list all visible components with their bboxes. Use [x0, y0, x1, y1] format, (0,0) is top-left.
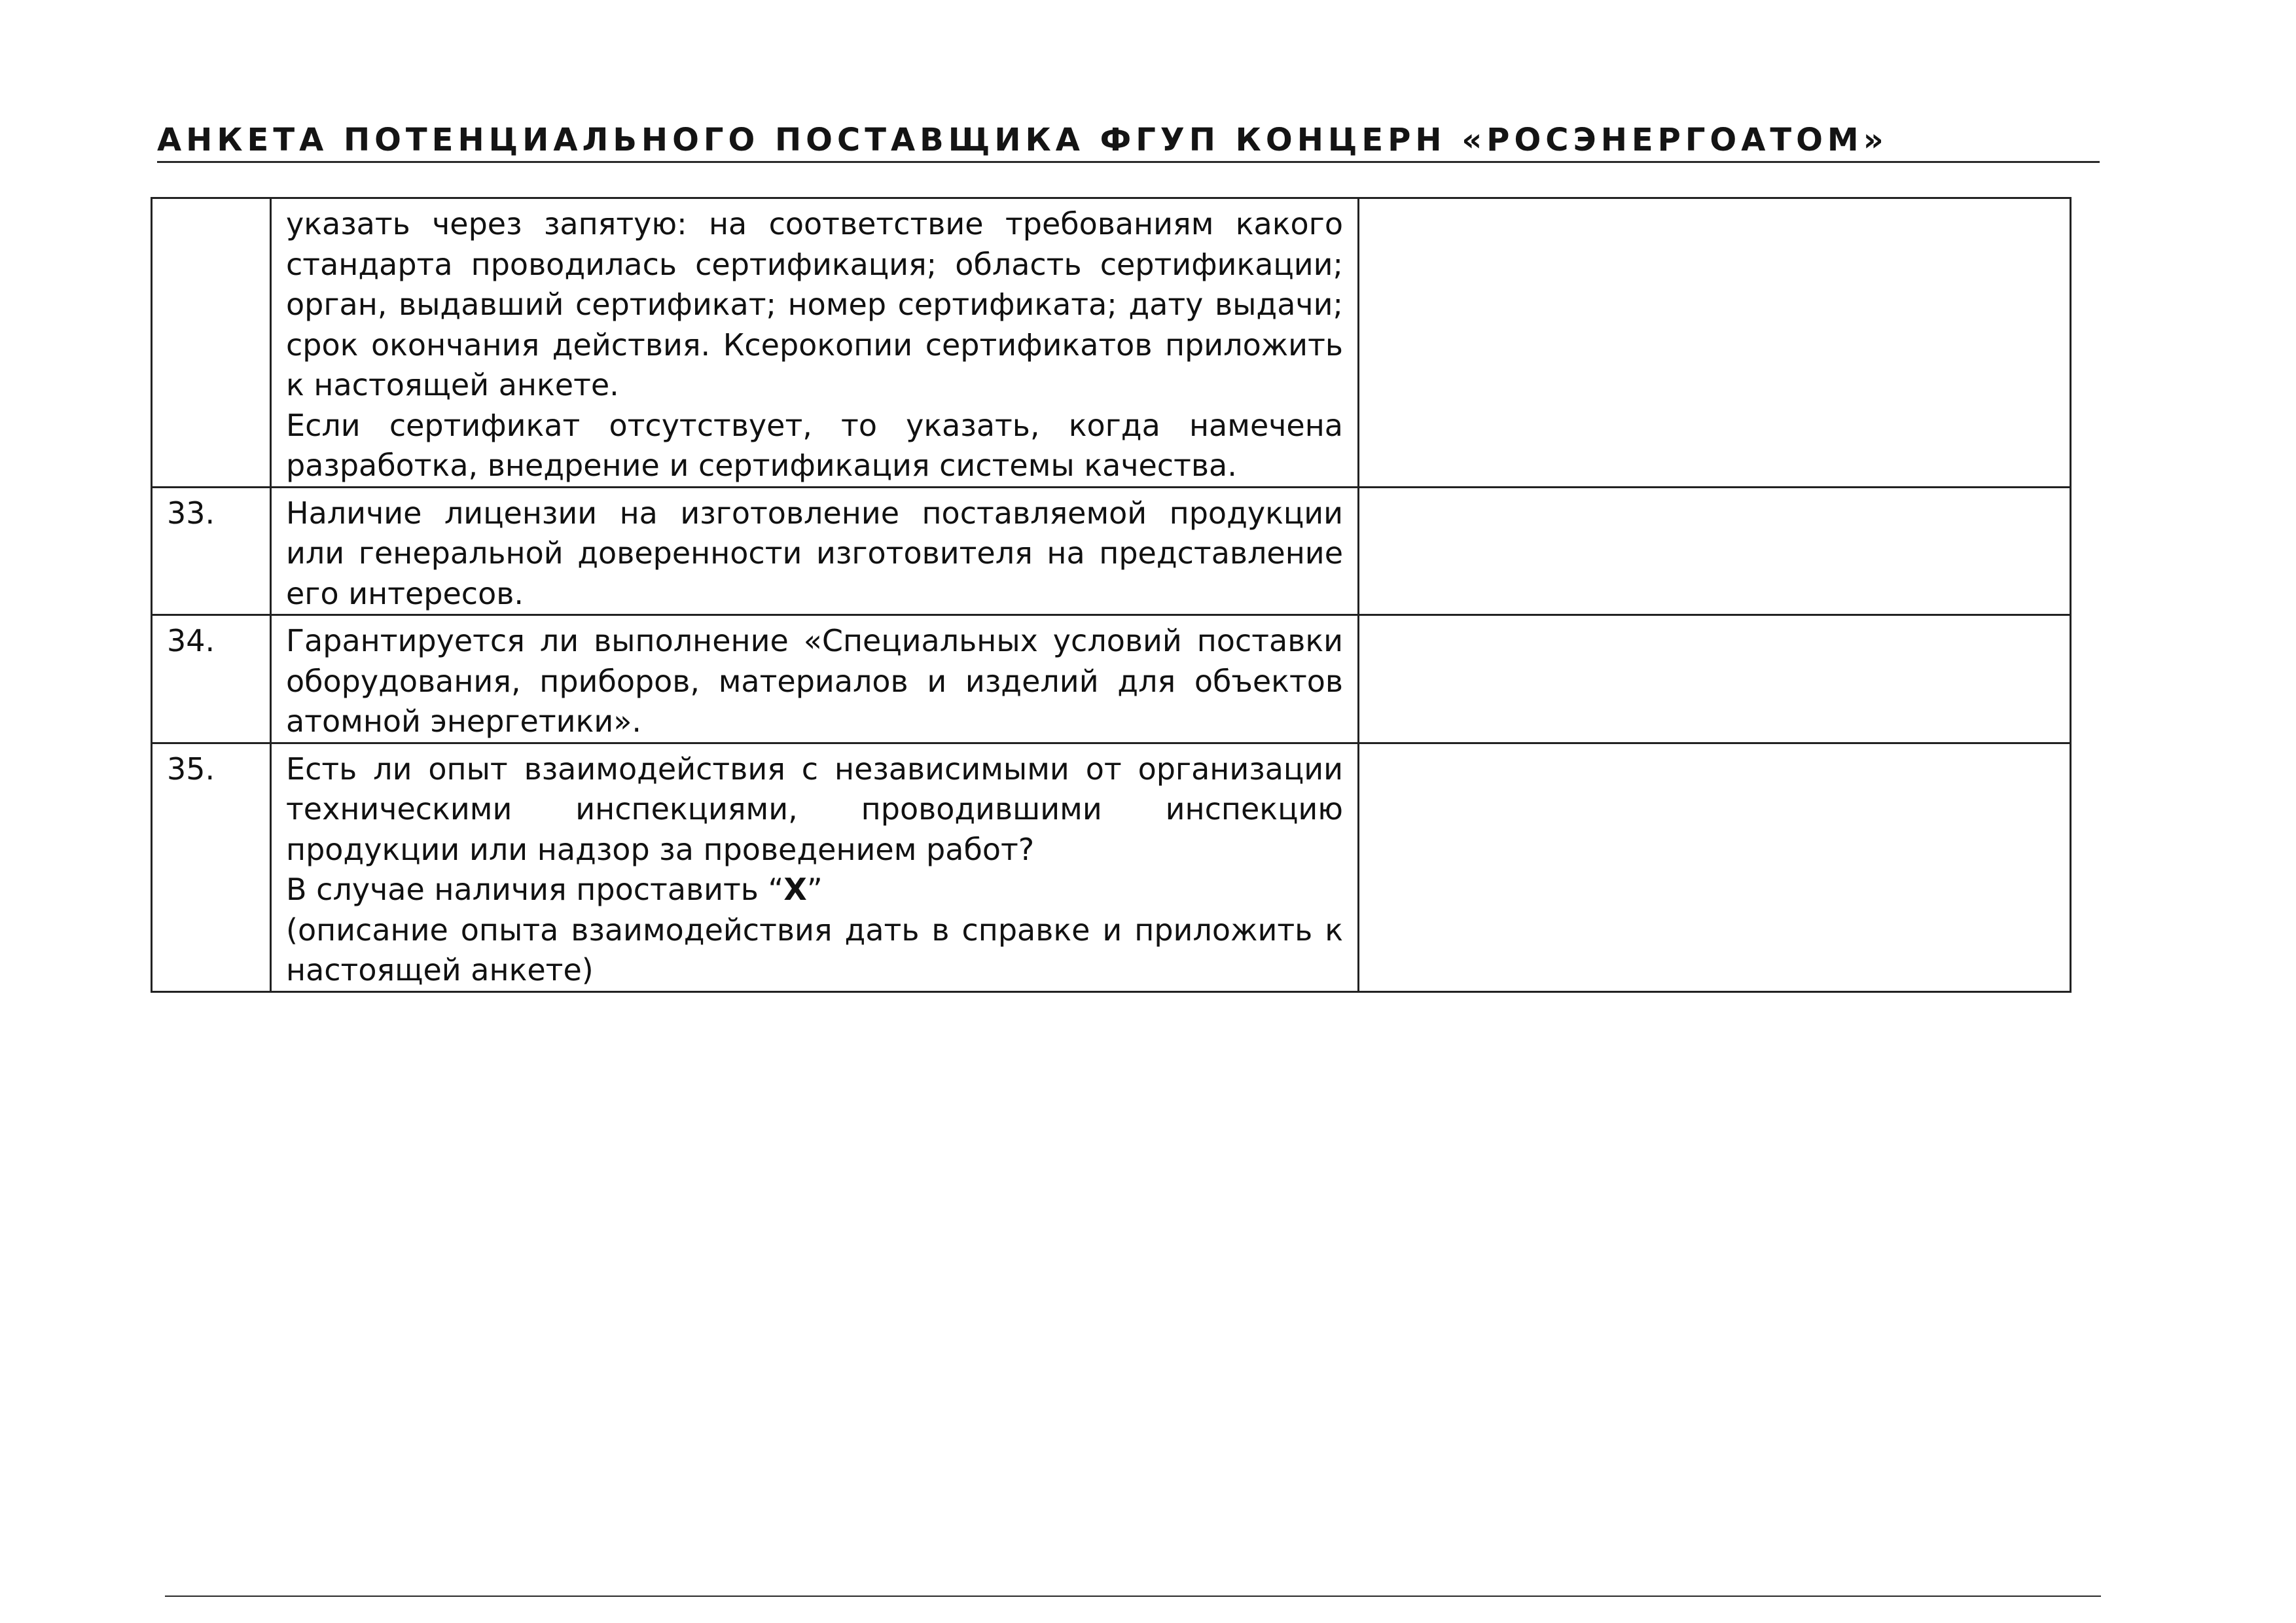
- question-text: [272, 199, 1357, 486]
- question-paragraph: Гарантируется ли выполнение «Специальных условий поставки оборудования, приборов, материалов и изделий для объектов атомной энергетики».: [286, 623, 1343, 739]
- answer-cell[interactable]: [1359, 743, 2071, 991]
- question-cell: [271, 487, 1359, 615]
- instruction-suffix: ”: [806, 872, 823, 907]
- page-header: [157, 116, 2121, 164]
- note-paragraph: (описание опыта взаимодействия дать в справке и приложить к настоящей анкете): [286, 912, 1343, 988]
- question-paragraph: Наличие лицензии на изготовление поставляемой продукции или генеральной доверенности изготовителя на представление его интересов.: [286, 495, 1343, 611]
- row-number: 33.: [167, 495, 215, 531]
- table-row: [152, 743, 2071, 991]
- answer-cell[interactable]: [1359, 487, 2071, 615]
- table-row: [152, 198, 2071, 488]
- row-number-cell: [152, 198, 271, 488]
- row-number-cell: [152, 615, 271, 743]
- question-cell: [271, 615, 1359, 743]
- question-paragraph: Если сертификат отсутствует, то указать, когда намечена разработка, внедрение и сертификация системы качества.: [286, 407, 1343, 483]
- question-paragraph: указать через запятую: на соответствие требованиям какого стандарта проводилась сертификация; область сертификации; орган, выдавший сертификат; номер сертификата; дату выдачи; срок окончания действия. Ксерокопии сертификатов приложить к настоящей анкете.: [286, 206, 1343, 402]
- row-number: [152, 199, 270, 204]
- row-number: 34.: [167, 623, 215, 658]
- page-title: АНКЕТА ПОТЕНЦИАЛЬНОГО ПОСТАВЩИКА ФГУП КОНЦЕРН «РОСЭНЕРГОАТОМ»: [157, 122, 1888, 158]
- question-text: [272, 744, 1357, 991]
- x-mark: X: [783, 872, 807, 907]
- answer-cell[interactable]: [1359, 198, 2071, 488]
- footer-rule: [165, 1596, 2101, 1597]
- header-rule: [157, 161, 2100, 163]
- row-number-cell: [152, 743, 271, 991]
- answer-cell[interactable]: [1359, 615, 2071, 743]
- instruction-prefix: В случае наличия проставить “: [286, 872, 784, 907]
- question-paragraph: Есть ли опыт взаимодействия с независимыми от организации техническими инспекциями, проводившими инспекцию продукции или надзор за проведением работ?: [286, 751, 1343, 867]
- table-row: [152, 615, 2071, 743]
- question-text: [272, 616, 1357, 742]
- row-number-cell: [152, 487, 271, 615]
- question-cell: [271, 743, 1359, 991]
- questionnaire-table: [151, 197, 2072, 993]
- question-cell: [271, 198, 1359, 488]
- instruction-line: [286, 870, 1343, 910]
- table-row: [152, 487, 2071, 615]
- row-number: 35.: [167, 751, 215, 787]
- question-text: [272, 488, 1357, 615]
